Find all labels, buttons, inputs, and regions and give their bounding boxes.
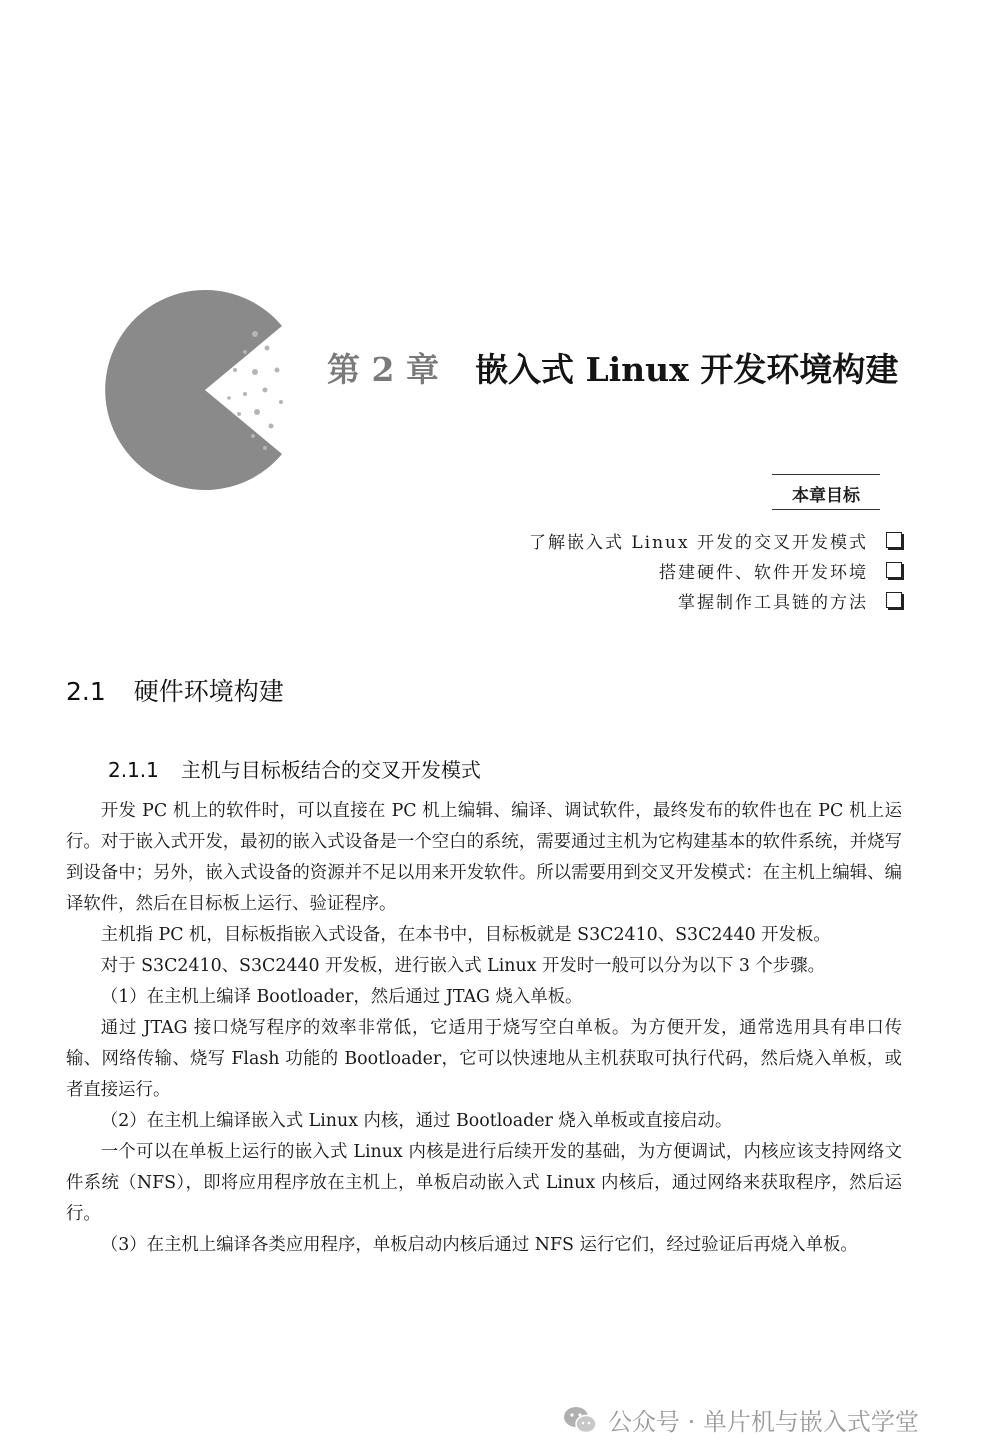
chapter-number: 第 2 章 [327, 350, 439, 389]
checkbox-icon [886, 532, 902, 548]
subsection-number: 2.1.1 [108, 758, 159, 782]
pie-shape [105, 290, 282, 490]
subsection-heading [108, 754, 481, 783]
paragraph: （2）在主机上编译嵌入式 Linux 内核，通过 Bootloader 烧入单板或直接启动。 [100, 1111, 733, 1131]
paragraph: 开发 PC 机上的软件时，可以直接在 PC 机上编辑、编译、调试软件，最终发布的软件也在 PC 机上运行。对于嵌入式开发，最初的嵌入式设备是一个空白的系统，需要通过主机为它构建基本的软件系统，并烧写到设备中；另外，嵌入式设备的资源并不足以用来开发软件。所以需要用到交叉开发模式：在主机上编辑、编译软件，然后在目标板上运行、验证程序。 [66, 801, 902, 914]
paragraph: （1）在主机上编译 Bootloader，然后通过 JTAG 烧入单板。 [100, 987, 583, 1007]
objective-text: 了解嵌入式 Linux 开发的交叉开发模式 [528, 532, 868, 553]
checkbox-icon [886, 592, 902, 608]
objective-item [529, 525, 902, 555]
wechat-icon [562, 1405, 598, 1435]
watermark [562, 1402, 919, 1437]
chapter-pie-graphic [105, 290, 305, 490]
paragraph: 对于 S3C2410、S3C2440 开发板，进行嵌入式 Linux 开发时一般可以分为以下 3 个步骤。 [100, 956, 825, 976]
section-number: 2.1 [66, 677, 106, 706]
objectives-list [529, 525, 902, 615]
section-heading [66, 672, 284, 708]
objectives-heading: 本章目标 [792, 486, 860, 506]
body-text [66, 796, 902, 1261]
objective-text: 掌握制作工具链的方法 [678, 592, 868, 613]
subsection-title: 主机与目标板结合的交叉开发模式 [180, 758, 481, 782]
section-title: 硬件环境构建 [133, 677, 284, 706]
watermark-text: 公众号 · 单片机与嵌入式学堂 [608, 1408, 919, 1436]
checkbox-icon [886, 562, 902, 578]
chapter-heading [327, 344, 898, 391]
paragraph: （3）在主机上编译各类应用程序，单板启动内核后通过 NFS 运行它们，经过验证后再烧入单板。 [100, 1235, 858, 1255]
objective-item [529, 585, 902, 615]
chapter-title: 嵌入式 Linux 开发环境构建 [474, 350, 899, 389]
paragraph: 主机指 PC 机，目标板指嵌入式设备，在本书中，目标板就是 S3C2410、S3C2440 开发板。 [100, 925, 831, 945]
paragraph: 通过 JTAG 接口烧写程序的效率非常低，它适用于烧写空白单板。为方便开发，通常选用具有串口传输、网络传输、烧写 Flash 功能的 Bootloader，它可以快速地从主机获取可执行代码，然后烧入单板，或者直接运行。 [66, 1018, 902, 1100]
objectives-heading-box [772, 474, 880, 510]
objective-item [529, 555, 902, 585]
paragraph: 一个可以在单板上运行的嵌入式 Linux 内核是进行后续开发的基础，为方便调试，内核应该支持网络文件系统（NFS），即将应用程序放在主机上，单板启动嵌入式 Linux 内核后，通过网络来获取程序，然后运行。 [66, 1142, 902, 1224]
objective-text: 搭建硬件、软件开发环境 [659, 562, 868, 583]
